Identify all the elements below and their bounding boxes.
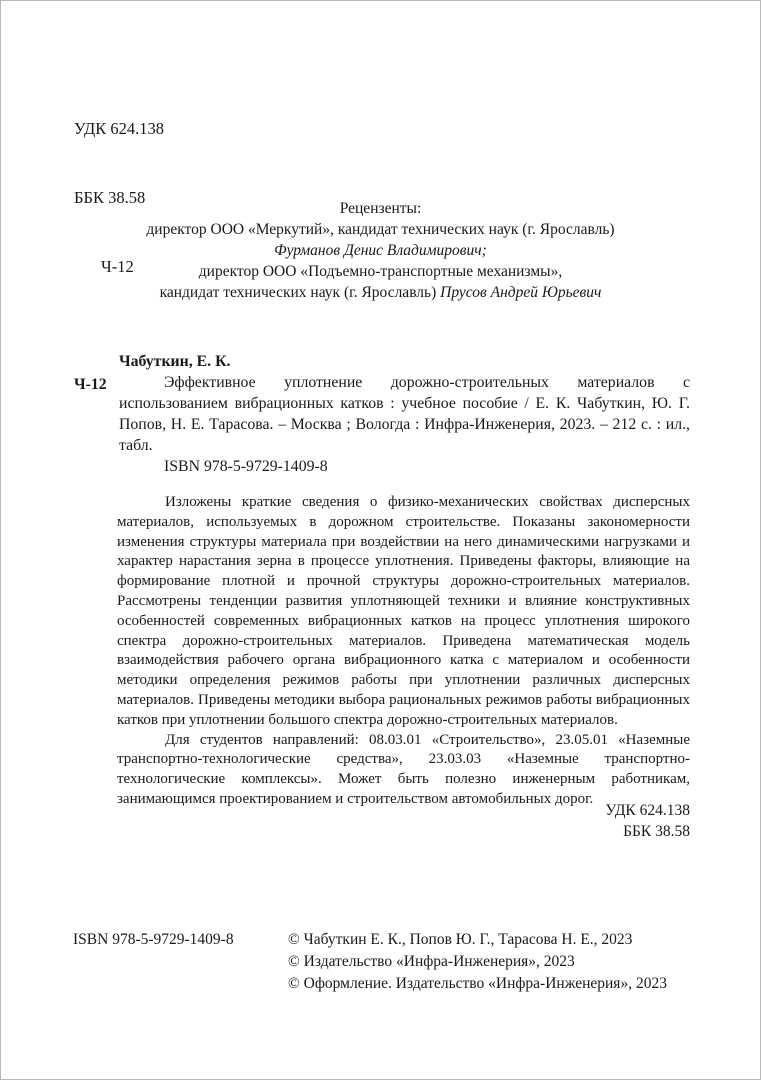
annotation-block <box>117 493 690 810</box>
catalog-description: Эффективное уплотнение дорожно-строительных материалов с использованием вибрационных катков : учебное пособие / Е. К. Чабуткин, Ю. Г. Попов, Н. Е. Тарасова. – Москва ; Вологда : Инфра-Инженерия, 2023. – 212 с. : ил., табл. <box>119 374 690 454</box>
copyright-lines <box>288 929 667 995</box>
reviewer-position-text: кандидат технических наук (г. Ярославль) <box>159 284 441 301</box>
reviewer-position-line: директор ООО «Меркутий», кандидат технических наук (г. Ярославль) <box>146 221 615 238</box>
footer-isbn: ISBN 978-5-9729-1409-8 <box>73 931 234 948</box>
catalog-author-sign: Ч-12 <box>74 376 107 393</box>
reviewer-position-line: директор ООО «Подъемно-транспортные механизмы», <box>198 263 563 280</box>
annotation-paragraph-2: Для студентов направлений: 08.03.01 «Строительство», 23.05.01 «Наземные транспортно-технологические средства», 23.03.03 «Наземные транспортно-технологические комплексы». Может быть полезно инженерным работникам, занимающимся проектированием и строительством автомобильных дорог. <box>117 731 690 807</box>
copyright-publisher: © Издательство «Инфра-Инженерия», 2023 <box>288 953 575 970</box>
reviewer-name: Фурманов Денис Владимирович; <box>274 242 487 259</box>
annotation-paragraph-1: Изложены краткие сведения о физико-механических свойствах дисперсных материалов, используемых в дорожном строительстве. Показаны закономерности изменения структуры материала при воздействии на него динамическими нагрузками и характер нарастания зерна в процессе уплотнения. Приведены факторы, влияющие на формирование плотной и прочной структуры дорожно-строительных материалов. Рассмотрены тенденции развития уплотняющей техники и влияние конструктивных особенностей современных вибрационных катков на процесс уплотнения широкого спектра дорожно-строительных материалов. Приведена математическая модель взаимодействия рабочего органа вибрационного катка с материалом и особенности методики определения режимов работы при уплотнении различных дисперсных материалов. Приведены методики выбора рациональных режимов работы вибрационных катков при уплотнении большого спектра дорожно-строительных материалов. <box>117 494 690 728</box>
reviewers-heading: Рецензенты: <box>339 200 422 217</box>
udk-code: УДК 624.138 <box>74 119 165 138</box>
catalog-author: Чабуткин, Е. К. <box>119 353 231 370</box>
bbk-code: ББК 38.58 <box>74 188 146 207</box>
copyright-footer <box>73 929 720 995</box>
udk-code-bottom: УДК 624.138 <box>605 802 690 819</box>
author-sign-code: Ч-12 <box>101 257 134 276</box>
catalog-card <box>74 351 690 477</box>
reviewers-block <box>61 198 700 303</box>
copyright-authors: © Чабуткин Е. К., Попов Ю. Г., Тарасова Н. Е., 2023 <box>288 931 633 948</box>
reviewer-name: Прусов Андрей Юрьевич <box>440 284 602 301</box>
bbk-code-bottom: ББК 38.58 <box>623 823 690 840</box>
copyright-design: © Оформление. Издательство «Инфра-Инженерия», 2023 <box>288 975 667 992</box>
catalog-isbn: ISBN 978-5-9729-1409-8 <box>164 458 328 475</box>
reviewer-position-line <box>61 282 700 303</box>
classification-codes-bottom <box>605 800 690 842</box>
